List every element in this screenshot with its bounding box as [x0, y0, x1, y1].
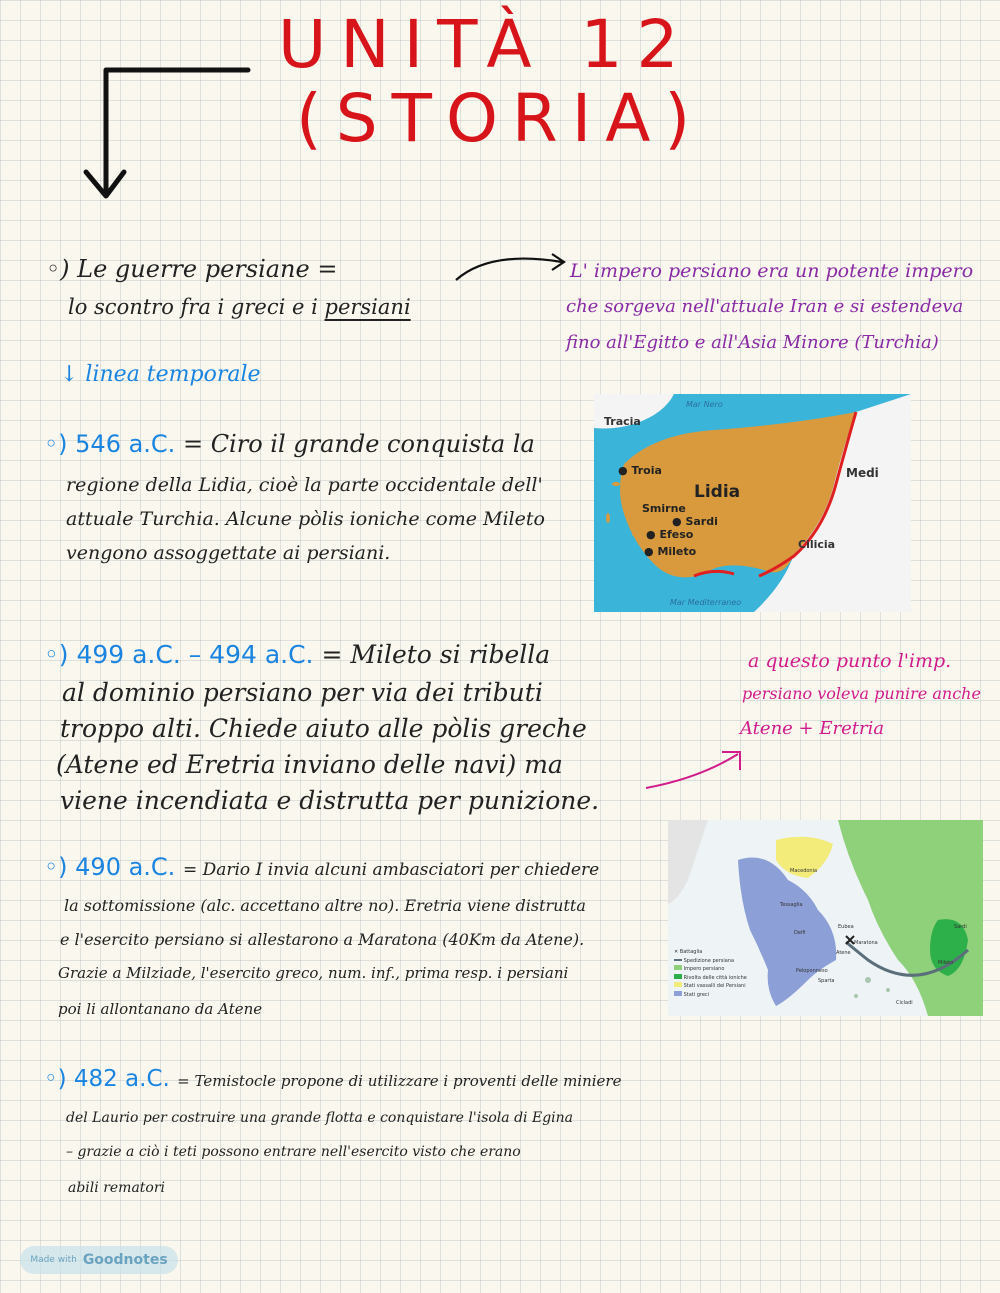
- map2-cicladi: Cicladi: [896, 1000, 913, 1006]
- map2-maratona: Maratona: [854, 940, 878, 946]
- map2-peloponneso: Peloponneso: [796, 968, 828, 974]
- intro-line2-prefix: lo scontro fra i greci e i: [68, 295, 325, 319]
- entry-490-line1: [44, 853, 599, 881]
- map1-sea-south: Mar Mediterraneo: [670, 598, 742, 607]
- entry-499-line5: viene incendiata e distrutta per punizione.: [60, 786, 600, 815]
- entry-546-text1: = Ciro il grande conquista la: [182, 430, 535, 458]
- entry-490-line3: e l'esercito persiano si allestarono a Maratona (40Km da Atene).: [60, 930, 585, 949]
- down-arrow-icon: [80, 60, 260, 210]
- map2-eubea: Eubea: [838, 924, 854, 930]
- entry-546-line3: attuale Turchia. Alcune pòlis ioniche come Mileto: [66, 508, 545, 530]
- entry-499-line1: [44, 640, 550, 669]
- entry-482-line2: del Laurio per costruire una grande flotta e conquistare l'isola di Egina: [66, 1110, 573, 1126]
- map1-medi: Medi: [846, 466, 879, 480]
- map1-sardi: ● Sardi: [672, 515, 718, 528]
- map1-mileto: ● Mileto: [644, 545, 697, 558]
- map2-mileto: Mileto: [938, 960, 954, 966]
- side-note-line1: L' impero persiano era un potente impero: [570, 260, 974, 282]
- map2-legend: [674, 948, 747, 1000]
- entry-482-date: ◦) 482 a.C.: [44, 1066, 170, 1092]
- intro-line2: [68, 295, 411, 319]
- map1-sardi-label: Sardi: [685, 515, 718, 528]
- map1-efeso: ● Efeso: [646, 528, 694, 541]
- entry-490-text1: = Dario I invia alcuni ambasciatori per chiedere: [182, 860, 600, 880]
- entry-499-line3: troppo alti. Chiede aiuto alle pòlis greche: [60, 714, 587, 743]
- legend-greek: Stati greci: [674, 991, 747, 1000]
- page-title-line1: UNITÀ 12: [278, 6, 693, 83]
- entry-490-line4: Grazie a Milziade, l'esercito greco, num. inf., prima resp. i persiani: [58, 964, 569, 982]
- map2-sardi: Sardi: [954, 924, 967, 930]
- map2-sparta: Sparta: [818, 978, 835, 984]
- greece-map: [668, 820, 983, 1016]
- goodnotes-badge[interactable]: [20, 1246, 178, 1274]
- legend-ionian: Rivolta delle città ioniche: [674, 974, 747, 983]
- map1-smirne: Smirne: [642, 502, 686, 515]
- legend-expedition: Spedizione persiana: [674, 957, 747, 966]
- entry-546-line1: [44, 430, 535, 458]
- side-note-line3: fino all'Egitto e all'Asia Minore (Turchia): [566, 332, 939, 353]
- entry-482-line4: abili rematori: [68, 1180, 166, 1196]
- note2-line2: persiano voleva punire anche: [742, 684, 981, 703]
- badge-big-text: Goodnotes: [82, 1252, 168, 1268]
- map1-lidia: Lidia: [694, 482, 741, 502]
- map1-mileto-label: Mileto: [657, 545, 697, 558]
- entry-482-text1: = Temistocle propone di utilizzare i proventi delle miniere: [177, 1072, 622, 1090]
- entry-490-line5: poi li allontanano da Atene: [58, 1000, 263, 1018]
- map1-tracia: Tracia: [604, 415, 641, 428]
- curved-arrow-icon: [450, 248, 575, 288]
- magenta-arrow-icon: [640, 744, 750, 794]
- map1-efeso-label: Efeso: [659, 528, 694, 541]
- entry-482-line3: – grazie a ciò i teti possono entrare nell'esercito visto che erano: [66, 1144, 521, 1160]
- map1-troia: ● Troia: [618, 464, 662, 477]
- entry-490-line2: la sottomissione (alc. accettano altre no). Eretria viene distrutta: [64, 896, 586, 915]
- map2-atene: Atene: [836, 950, 851, 956]
- entry-499-line4: (Atene ed Eretria inviano delle navi) ma: [56, 750, 563, 779]
- entry-546-line4: vengono assoggettate ai persiani.: [66, 542, 391, 564]
- entry-482-line1: [44, 1066, 621, 1092]
- legend-persian: Impero persiano: [674, 965, 747, 974]
- intro-underlined-word: persiani: [324, 295, 411, 319]
- page-title-line2: (STORIA): [296, 80, 705, 157]
- entry-499-text1: = Mileto si ribella: [321, 640, 551, 669]
- entry-490-date: ◦) 490 a.C.: [44, 853, 176, 881]
- legend-vassal: Stati vassalli dei Persiani: [674, 982, 747, 991]
- entry-499-line2: al dominio persiano per via dei tributi: [62, 678, 543, 707]
- side-note-line2: che sorgeva nell'attuale Iran e si estendeva: [566, 296, 964, 317]
- map2-macedonia: Macedonia: [790, 868, 818, 874]
- entry-546-date: ◦) 546 a.C.: [44, 430, 176, 458]
- map2-tessaglia: Tessaglia: [780, 902, 803, 908]
- map1-sea-north: Mar Nero: [686, 400, 723, 409]
- map1-troia-label: Troia: [631, 464, 662, 477]
- intro-line1: ◦) Le guerre persiane =: [46, 255, 338, 283]
- note2-line1: a questo punto l'imp.: [748, 650, 952, 672]
- entry-546-line2: regione della Lidia, cioè la parte occidentale dell': [66, 474, 543, 496]
- legend-battle: ✕ Battaglia: [674, 949, 703, 955]
- badge-small-text: Made with: [30, 1255, 77, 1265]
- map1-cilicia: Cilicia: [798, 538, 836, 551]
- map2-delfi: Delfi: [794, 930, 806, 936]
- timeline-label: ↓ linea temporale: [60, 362, 261, 387]
- entry-499-date: ◦) 499 a.C. – 494 a.C.: [44, 640, 314, 669]
- note2-line3: Atene + Eretria: [740, 718, 885, 739]
- lidia-map: [594, 394, 911, 612]
